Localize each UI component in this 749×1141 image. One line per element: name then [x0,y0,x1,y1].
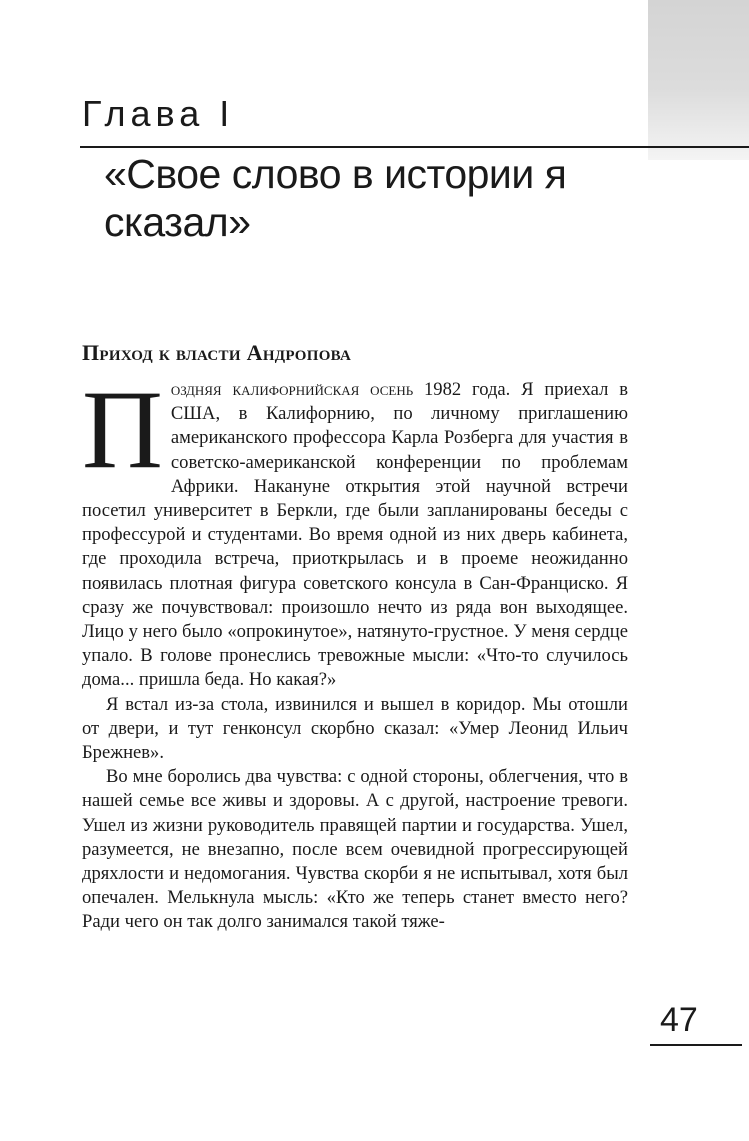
page-number: 47 [660,1001,698,1039]
paragraph-3: Во мне боролись два чувства: с одной стороны, облегчения, что в нашей семье все живы и здоровы. А с другой, настроение тревоги. Ушел из жизни руководитель правящей партии и государства. Ушел, разумеется, не внезапно, после всем очевидной прогрессирующей дряхлости и недомогания. Чувства скорби я не испытывал, хотя был опечален. Мелькнула мысль: «Кто же теперь станет вместо него? Ради чего он так долго занимался такой тяже- [82,766,628,933]
chapter-divider [80,146,749,148]
page-corner-shading [648,0,749,160]
page-number-rule [650,1044,742,1046]
section-heading: Приход к власти Андропова [82,340,352,365]
chapter-label: Глава I [82,93,235,134]
chapter-title: «Свое слово в истории я сказал» [104,151,567,245]
paragraph-2: Я встал из-за стола, извинился и вышел в коридор. Мы отошли от двери, и тут генконсул скорбно сказал: «Умер Леонид Ильич Брежнев». [82,693,628,764]
paragraph-1 [82,368,628,693]
body-text [82,368,628,935]
lead-in-small-caps: оздняя калифорнийская осень [170,379,414,400]
paragraph-1-text: 1982 года. Я приехал в США, в Калифорнию, по личному приглашению американского профессора Карла Розберга для участия в советско-американской конференции по проблемам Африки. Накануне открытия этой научной встречи посетил университет в Беркли, где были запланированы беседы с профессурой и студентами. Во время одной из них дверь кабинета, где проходила встреча, приоткрылась и в проеме неожиданно появилась плотная фигура советского консула в Сан-Франциско. Я сразу же почувствовал: произошло нечто из ряда вон выходящее. Лицо у него было «опрокинутое», натянуто-грустное. У меня сердце упало. В голове пронеслись тревожные мысли: «Что-то случилось дома... пришла беда. Но какая?» [82,379,628,691]
drop-cap: П [82,368,163,492]
